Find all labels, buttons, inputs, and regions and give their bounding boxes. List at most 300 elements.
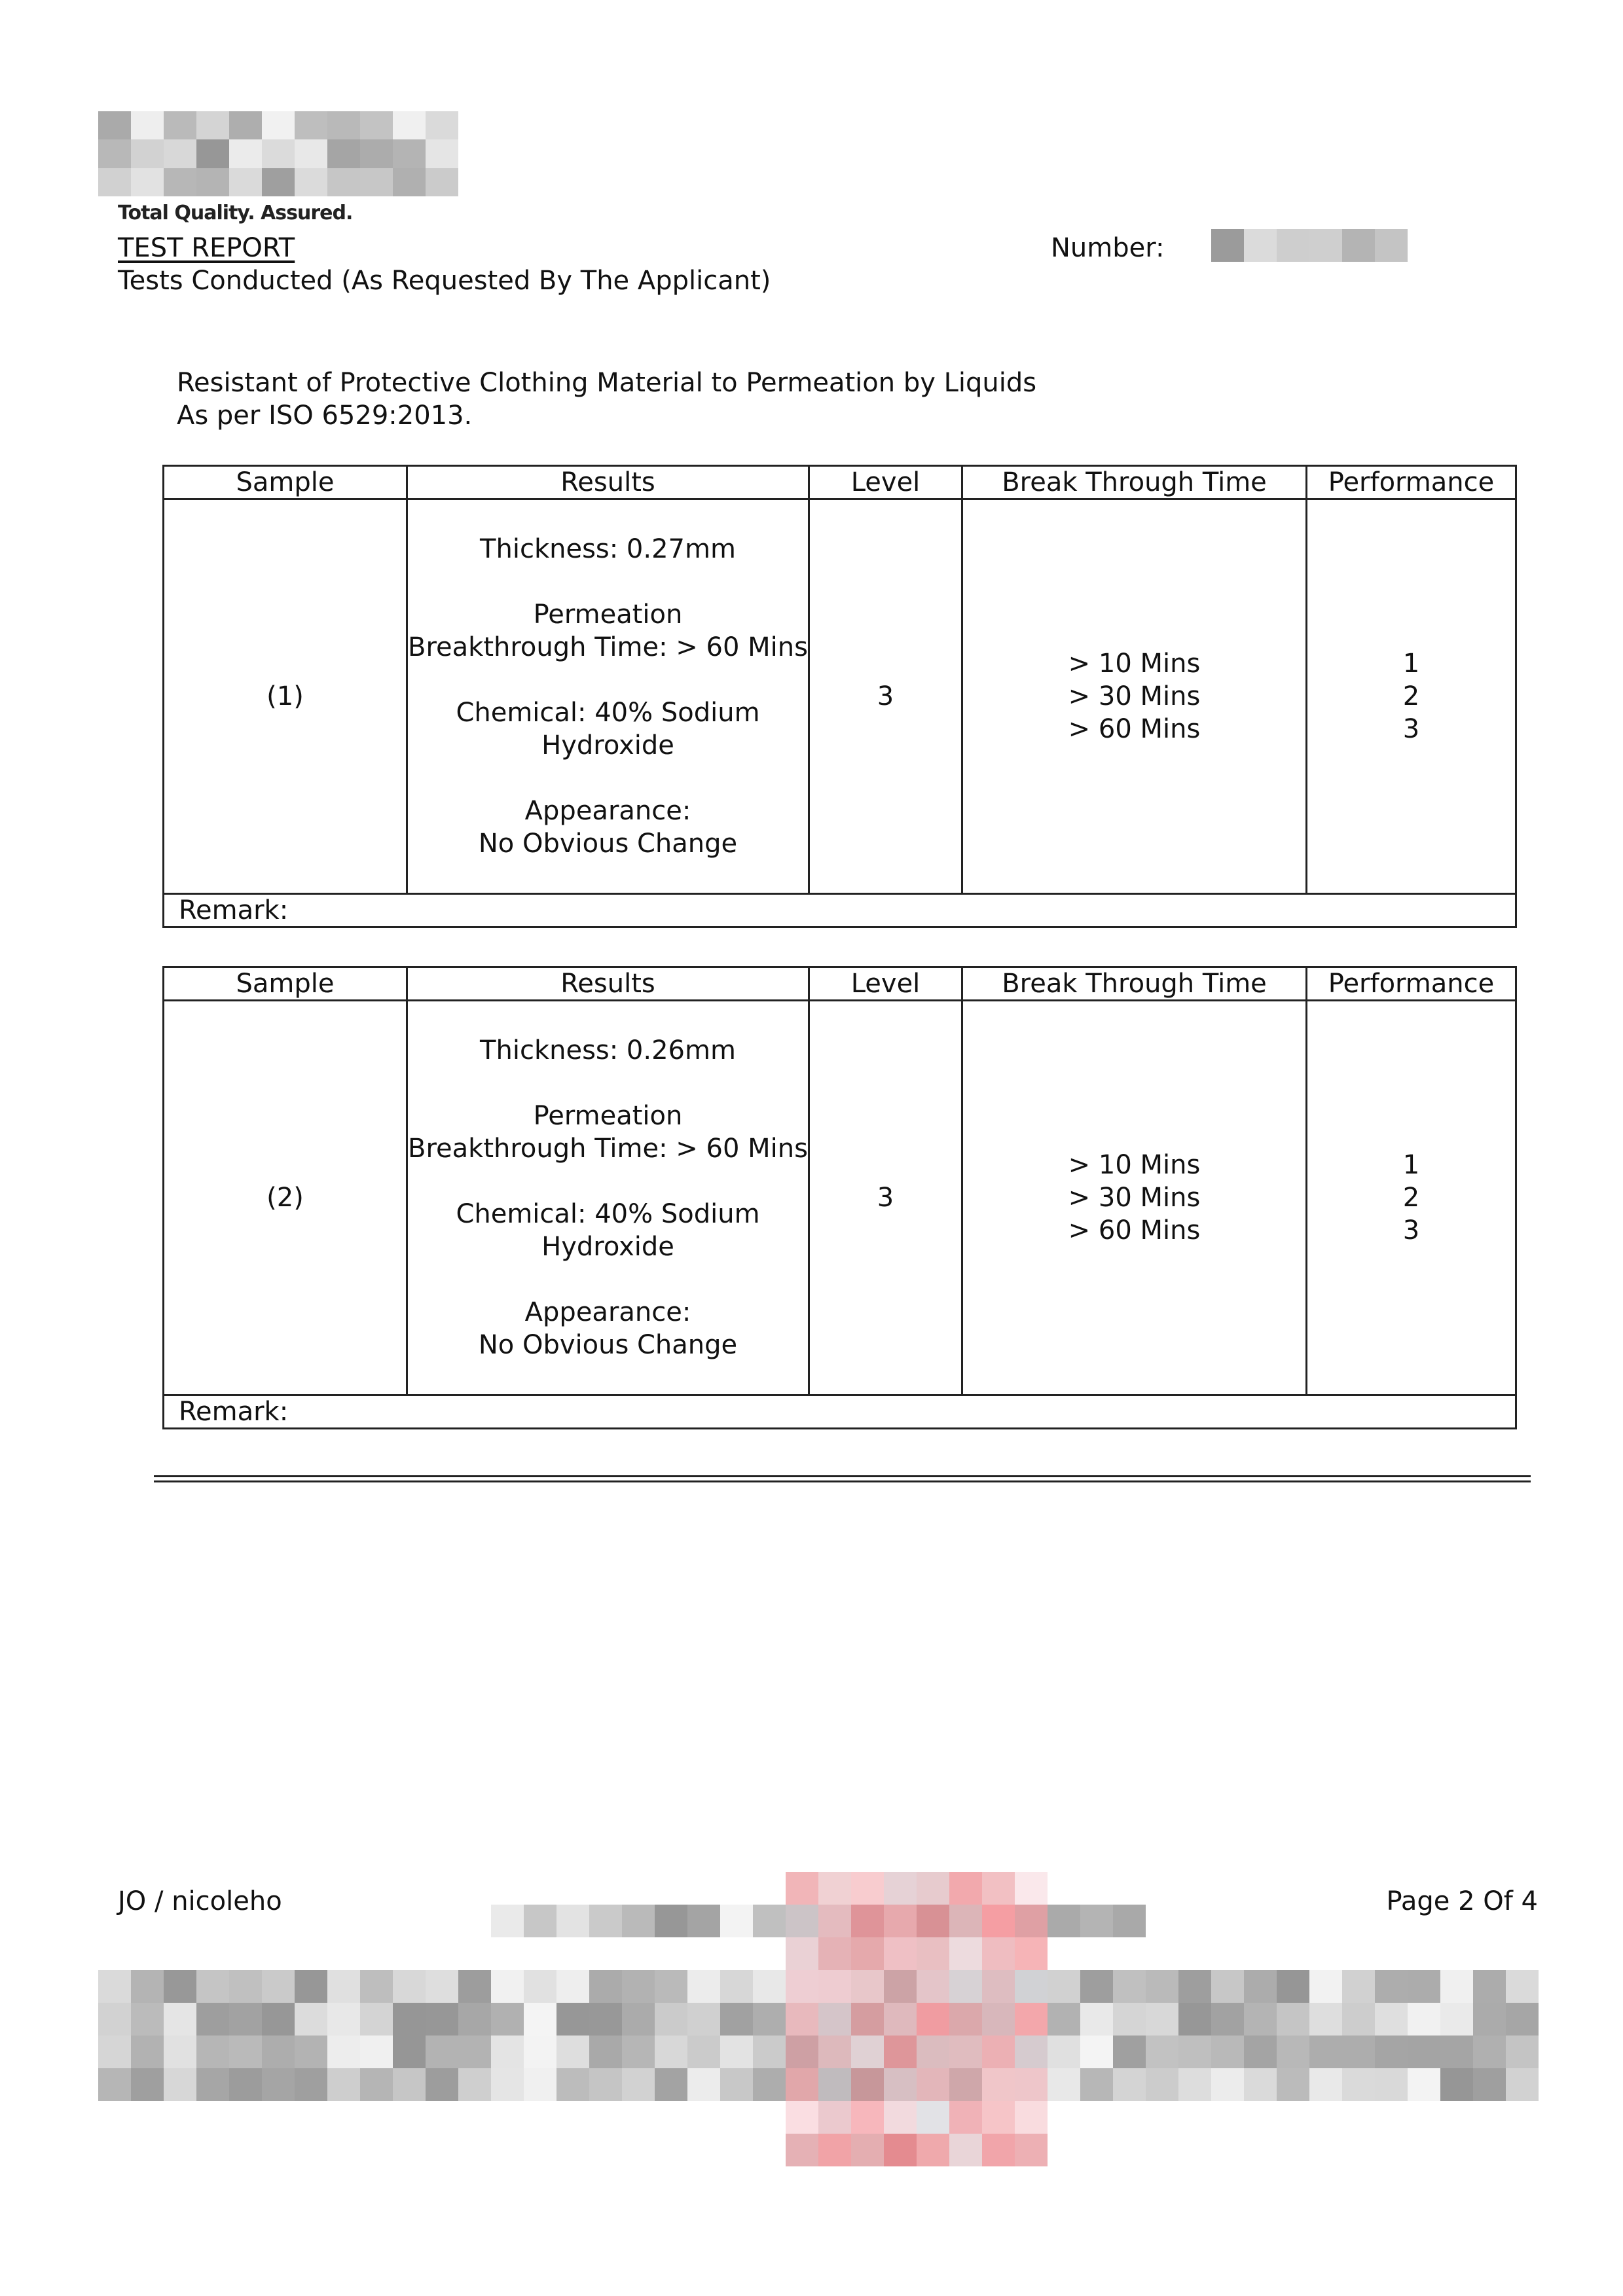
mosaic-cell [295, 1970, 327, 2003]
mosaic-cell [262, 139, 295, 168]
mosaic-cell [164, 2068, 196, 2101]
section-divider [154, 1475, 1531, 1477]
appearance-label: Appearance: [524, 796, 691, 826]
mosaic-cell [884, 1937, 917, 1970]
mosaic-cell [818, 1872, 851, 1905]
mosaic-cell [164, 2003, 196, 2036]
mosaic-cell [786, 2068, 818, 2101]
mosaic-cell [851, 1937, 884, 1970]
mosaic-cell [196, 168, 229, 196]
mosaic-cell [327, 2036, 360, 2068]
mosaic-cell [491, 1905, 524, 1937]
mosaic-cell [1440, 2036, 1473, 2068]
mosaic-cell [851, 2036, 884, 2068]
appearance-value: No Obvious Change [478, 829, 738, 859]
mosaic-cell [589, 1970, 622, 2003]
mosaic-cell [393, 111, 426, 139]
mosaic-cell [196, 2068, 229, 2101]
mosaic-cell [884, 2101, 917, 2134]
report-number-label: Number: [1051, 233, 1165, 263]
mosaic-cell [295, 2003, 327, 2036]
mosaic-cell [982, 1872, 1015, 1905]
mosaic-cell [687, 2003, 720, 2036]
mosaic-cell [1080, 2003, 1113, 2036]
mosaic-cell [393, 2003, 426, 2036]
level-value: 3 [809, 1001, 962, 1395]
mosaic-cell [720, 2036, 753, 2068]
mosaic-cell [1080, 1905, 1113, 1937]
mosaic-cell [1309, 2068, 1342, 2101]
break-time-item: > 60 Mins [1068, 714, 1201, 744]
mosaic-cell [327, 2068, 360, 2101]
test-title: Resistant of Protective Clothing Material to Permeation by Liquids [177, 368, 1037, 398]
mosaic-cell [753, 1905, 786, 1937]
mosaic-cell [1146, 2068, 1178, 2101]
mosaic-cell [917, 1937, 949, 1970]
mosaic-cell [917, 2101, 949, 2134]
mosaic-cell [1113, 2036, 1146, 2068]
mosaic-cell [229, 1970, 262, 2003]
mosaic-cell [1178, 2036, 1211, 2068]
header-results: Results [407, 466, 809, 499]
mosaic-cell [524, 2003, 556, 2036]
mosaic-cell [720, 2003, 753, 2036]
mosaic-cell [1244, 229, 1277, 262]
appearance-value: No Obvious Change [478, 1330, 738, 1360]
mosaic-cell [1048, 2036, 1080, 2068]
mosaic-cell [786, 1937, 818, 1970]
header-performance: Performance [1307, 967, 1516, 1001]
mosaic-cell [98, 2068, 131, 2101]
mosaic-cell [851, 1872, 884, 1905]
mosaic-cell [327, 1970, 360, 2003]
mosaic-cell [426, 2036, 458, 2068]
mosaic-cell [458, 2003, 491, 2036]
performance-item: 2 [1402, 1183, 1420, 1213]
mosaic-cell [589, 1905, 622, 1937]
mosaic-cell [262, 2036, 295, 2068]
mosaic-cell [851, 2101, 884, 2134]
permeation-label: Permeation [533, 600, 683, 630]
remark-label: Remark: [164, 1395, 1516, 1429]
mosaic-cell [589, 2036, 622, 2068]
mosaic-cell [1048, 2003, 1080, 2036]
mosaic-cell [786, 1970, 818, 2003]
mosaic-cell [262, 1970, 295, 2003]
mosaic-cell [262, 168, 295, 196]
chemical: Chemical: 40% Sodium [456, 1199, 760, 1229]
mosaic-cell [393, 1970, 426, 2003]
mosaic-cell [1211, 2036, 1244, 2068]
mosaic-cell [327, 139, 360, 168]
remark-row [164, 1395, 1516, 1429]
header-level: Level [809, 967, 962, 1001]
mosaic-cell [786, 2036, 818, 2068]
mosaic-cell [1178, 2068, 1211, 2101]
mosaic-cell [622, 1905, 655, 1937]
mosaic-cell [426, 168, 458, 196]
mosaic-cell [1113, 2068, 1146, 2101]
mosaic-cell [884, 1970, 917, 2003]
mosaic-cell [196, 1970, 229, 2003]
mosaic-cell [524, 1905, 556, 1937]
company-stamp [786, 1872, 1048, 2166]
mosaic-cell [851, 1970, 884, 2003]
mosaic-cell [556, 1970, 589, 2003]
mosaic-cell [1146, 2003, 1178, 2036]
mosaic-cell [1277, 2003, 1309, 2036]
permeation-label: Permeation [533, 1101, 683, 1131]
mosaic-cell [524, 2068, 556, 2101]
mosaic-cell [1506, 2068, 1539, 2101]
mosaic-cell [1375, 2068, 1408, 2101]
header-results: Results [407, 967, 809, 1001]
mosaic-cell [753, 1970, 786, 2003]
mosaic-cell [426, 139, 458, 168]
mosaic-cell [1178, 1970, 1211, 2003]
mosaic-cell [786, 1872, 818, 1905]
mosaic-cell [786, 2003, 818, 2036]
mosaic-cell [295, 2036, 327, 2068]
mosaic-cell [1408, 1970, 1440, 2003]
mosaic-cell [196, 139, 229, 168]
mosaic-cell [949, 1937, 982, 1970]
mosaic-cell [786, 2101, 818, 2134]
mosaic-cell [164, 1970, 196, 2003]
mosaic-cell [229, 111, 262, 139]
mosaic-cell [1506, 2036, 1539, 2068]
mosaic-cell [687, 2068, 720, 2101]
mosaic-cell [327, 168, 360, 196]
mosaic-cell [1211, 2003, 1244, 2036]
mosaic-cell [1342, 2036, 1375, 2068]
mosaic-cell [229, 139, 262, 168]
header-performance: Performance [1307, 466, 1516, 499]
mosaic-cell [1178, 2003, 1211, 2036]
mosaic-cell [655, 1970, 687, 2003]
mosaic-cell [917, 2068, 949, 2101]
mosaic-cell [982, 2003, 1015, 2036]
doc-subtitle: Tests Conducted (As Requested By The Applicant) [118, 266, 771, 296]
mosaic-cell [982, 1970, 1015, 2003]
mosaic-cell [982, 2068, 1015, 2101]
mosaic-cell [1244, 2068, 1277, 2101]
mosaic-cell [393, 2036, 426, 2068]
mosaic-cell [1113, 1905, 1146, 1937]
mosaic-cell [327, 2003, 360, 2036]
mosaic-cell [884, 1905, 917, 1937]
mosaic-cell [196, 2036, 229, 2068]
mosaic-cell [851, 2003, 884, 2036]
mosaic-cell [491, 1970, 524, 2003]
mosaic-cell [1342, 1970, 1375, 2003]
mosaic-cell [295, 2068, 327, 2101]
mosaic-cell [949, 1905, 982, 1937]
test-standard: As per ISO 6529:2013. [177, 401, 473, 431]
mosaic-cell [1146, 1970, 1178, 2003]
mosaic-cell [589, 2003, 622, 2036]
mosaic-cell [622, 1970, 655, 2003]
results-cell [407, 1001, 809, 1395]
mosaic-cell [589, 2068, 622, 2101]
mosaic-cell [164, 111, 196, 139]
mosaic-cell [1015, 1937, 1048, 1970]
mosaic-cell [917, 1872, 949, 1905]
mosaic-cell [1146, 2036, 1178, 2068]
mosaic-cell [982, 2036, 1015, 2068]
doc-type-title: TEST REPORT [118, 233, 295, 263]
break-time-item: > 30 Mins [1068, 1183, 1201, 1213]
mosaic-cell [655, 2003, 687, 2036]
mosaic-cell [360, 2036, 393, 2068]
thickness: Thickness: 0.27mm [480, 534, 736, 564]
logo-tagline: Total Quality. Assured. [118, 202, 353, 224]
mosaic-cell [1015, 1905, 1048, 1937]
mosaic-cell [622, 2003, 655, 2036]
mosaic-cell [556, 2003, 589, 2036]
mosaic-cell [1473, 2003, 1506, 2036]
mosaic-cell [1277, 229, 1309, 262]
mosaic-cell [131, 1970, 164, 2003]
remark-row [164, 894, 1516, 927]
mosaic-cell [164, 139, 196, 168]
mosaic-cell [131, 139, 164, 168]
mosaic-cell [1211, 229, 1244, 262]
break-time-item: > 30 Mins [1068, 681, 1201, 711]
results-table [162, 966, 1517, 1429]
breakthrough-time: Breakthrough Time: > 60 Mins [408, 632, 808, 662]
mosaic-cell [884, 2134, 917, 2166]
mosaic-cell [720, 1905, 753, 1937]
mosaic-cell [884, 1872, 917, 1905]
mosaic-cell [1375, 2036, 1408, 2068]
mosaic-cell [426, 2068, 458, 2101]
mosaic-cell [1440, 2068, 1473, 2101]
mosaic-cell [1211, 1970, 1244, 2003]
mosaic-cell [1309, 2003, 1342, 2036]
mosaic-cell [131, 2003, 164, 2036]
mosaic-cell [229, 2003, 262, 2036]
mosaic-cell [1244, 1970, 1277, 2003]
mosaic-cell [1277, 2068, 1309, 2101]
mosaic-cell [98, 2036, 131, 2068]
mosaic-cell [1015, 1970, 1048, 2003]
mosaic-cell [524, 1970, 556, 2003]
mosaic-cell [818, 2134, 851, 2166]
footer-author: JO / nicoleho [118, 1886, 282, 1916]
mosaic-cell [1473, 2068, 1506, 2101]
mosaic-cell [164, 168, 196, 196]
mosaic-cell [1113, 2003, 1146, 2036]
report-number-redacted [1211, 229, 1408, 262]
mosaic-cell [131, 111, 164, 139]
header-sample: Sample [164, 967, 407, 1001]
performance-item: 1 [1402, 1150, 1420, 1180]
mosaic-cell [1015, 1872, 1048, 1905]
remark-label: Remark: [164, 894, 1516, 927]
mosaic-cell [426, 111, 458, 139]
mosaic-cell [818, 1937, 851, 1970]
mosaic-cell [655, 2036, 687, 2068]
header-level: Level [809, 466, 962, 499]
company-logo [98, 111, 458, 196]
table-row [164, 499, 1516, 894]
mosaic-cell [1342, 2068, 1375, 2101]
mosaic-cell [262, 2003, 295, 2036]
results-cell [407, 499, 809, 894]
mosaic-cell [851, 2134, 884, 2166]
sample-id: (1) [164, 499, 407, 894]
mosaic-cell [229, 2068, 262, 2101]
mosaic-cell [1277, 1970, 1309, 2003]
mosaic-cell [491, 2068, 524, 2101]
mosaic-cell [458, 2068, 491, 2101]
mosaic-cell [1473, 2036, 1506, 2068]
mosaic-cell [949, 1872, 982, 1905]
mosaic-cell [1440, 1970, 1473, 2003]
mosaic-cell [1277, 2036, 1309, 2068]
mosaic-cell [687, 1905, 720, 1937]
level-value: 3 [809, 499, 962, 894]
mosaic-cell [1015, 2003, 1048, 2036]
mosaic-cell [687, 2036, 720, 2068]
mosaic-cell [98, 1970, 131, 2003]
mosaic-cell [360, 168, 393, 196]
sample-id: (2) [164, 1001, 407, 1395]
break-time-item: > 10 Mins [1068, 1150, 1201, 1180]
mosaic-cell [949, 2134, 982, 2166]
break-time-item: > 60 Mins [1068, 1215, 1201, 1246]
chemical: Chemical: 40% Sodium [456, 698, 760, 728]
header-break-through-time: Break Through Time [962, 967, 1307, 1001]
mosaic-cell [1309, 1970, 1342, 2003]
breakthrough-time: Breakthrough Time: > 60 Mins [408, 1134, 808, 1164]
chemical-cont: Hydroxide [541, 730, 674, 761]
mosaic-cell [1440, 2003, 1473, 2036]
mosaic-cell [393, 139, 426, 168]
mosaic-cell [818, 2003, 851, 2036]
mosaic-cell [818, 2101, 851, 2134]
mosaic-cell [1080, 1970, 1113, 2003]
chemical-cont: Hydroxide [541, 1232, 674, 1262]
results-table [162, 465, 1517, 928]
mosaic-cell [917, 1970, 949, 2003]
mosaic-cell [1015, 2101, 1048, 2134]
header-sample: Sample [164, 466, 407, 499]
mosaic-cell [753, 2003, 786, 2036]
mosaic-cell [1080, 2036, 1113, 2068]
mosaic-cell [426, 2003, 458, 2036]
mosaic-cell [360, 2068, 393, 2101]
mosaic-cell [884, 2003, 917, 2036]
mosaic-cell [1244, 2003, 1277, 2036]
mosaic-cell [1080, 2068, 1113, 2101]
mosaic-cell [655, 1905, 687, 1937]
mosaic-cell [131, 168, 164, 196]
mosaic-cell [753, 2068, 786, 2101]
footer-page-number: Page 2 Of 4 [1386, 1886, 1538, 1916]
performance-item: 1 [1402, 649, 1420, 679]
break-time-item: > 10 Mins [1068, 649, 1201, 679]
mosaic-cell [917, 2036, 949, 2068]
table-header-row [164, 967, 1516, 1001]
mosaic-cell [131, 2036, 164, 2068]
mosaic-cell [1309, 229, 1342, 262]
mosaic-cell [1342, 229, 1375, 262]
header-break-through-time: Break Through Time [962, 466, 1307, 499]
mosaic-cell [917, 2134, 949, 2166]
mosaic-cell [851, 2068, 884, 2101]
break-times-cell [962, 1001, 1307, 1395]
mosaic-cell [1408, 2036, 1440, 2068]
mosaic-cell [491, 2036, 524, 2068]
mosaic-cell [1015, 2036, 1048, 2068]
mosaic-cell [229, 168, 262, 196]
mosaic-cell [884, 2036, 917, 2068]
mosaic-cell [1506, 1970, 1539, 2003]
mosaic-cell [98, 139, 131, 168]
mosaic-cell [556, 1905, 589, 1937]
mosaic-cell [426, 1970, 458, 2003]
mosaic-cell [556, 2036, 589, 2068]
performance-cell [1307, 499, 1516, 894]
mosaic-cell [1309, 2036, 1342, 2068]
mosaic-cell [949, 2036, 982, 2068]
mosaic-cell [949, 2003, 982, 2036]
mosaic-cell [917, 2003, 949, 2036]
mosaic-cell [1211, 2068, 1244, 2101]
mosaic-cell [360, 111, 393, 139]
mosaic-cell [720, 2068, 753, 2101]
mosaic-cell [360, 139, 393, 168]
mosaic-cell [818, 2036, 851, 2068]
mosaic-cell [1244, 2036, 1277, 2068]
table-header-row [164, 466, 1516, 499]
mosaic-cell [1408, 2068, 1440, 2101]
mosaic-cell [949, 2068, 982, 2101]
mosaic-cell [393, 2068, 426, 2101]
mosaic-cell [1473, 1970, 1506, 2003]
performance-cell [1307, 1001, 1516, 1395]
mosaic-cell [491, 2003, 524, 2036]
mosaic-cell [196, 111, 229, 139]
mosaic-cell [164, 2036, 196, 2068]
mosaic-cell [818, 1970, 851, 2003]
mosaic-cell [884, 2068, 917, 2101]
mosaic-cell [360, 1970, 393, 2003]
mosaic-cell [1048, 1970, 1080, 2003]
mosaic-cell [131, 2068, 164, 2101]
mosaic-cell [949, 2101, 982, 2134]
mosaic-cell [295, 111, 327, 139]
mosaic-cell [1408, 2003, 1440, 2036]
mosaic-cell [1113, 1970, 1146, 2003]
mosaic-cell [1375, 1970, 1408, 2003]
mosaic-cell [917, 1905, 949, 1937]
performance-item: 3 [1402, 714, 1420, 744]
mosaic-cell [1375, 2003, 1408, 2036]
mosaic-cell [262, 111, 295, 139]
mosaic-cell [949, 1970, 982, 2003]
mosaic-cell [360, 2003, 393, 2036]
mosaic-cell [851, 1905, 884, 1937]
mosaic-cell [458, 1970, 491, 2003]
mosaic-cell [687, 1970, 720, 2003]
mosaic-cell [295, 168, 327, 196]
mosaic-cell [818, 2068, 851, 2101]
mosaic-cell [295, 139, 327, 168]
performance-item: 2 [1402, 681, 1420, 711]
